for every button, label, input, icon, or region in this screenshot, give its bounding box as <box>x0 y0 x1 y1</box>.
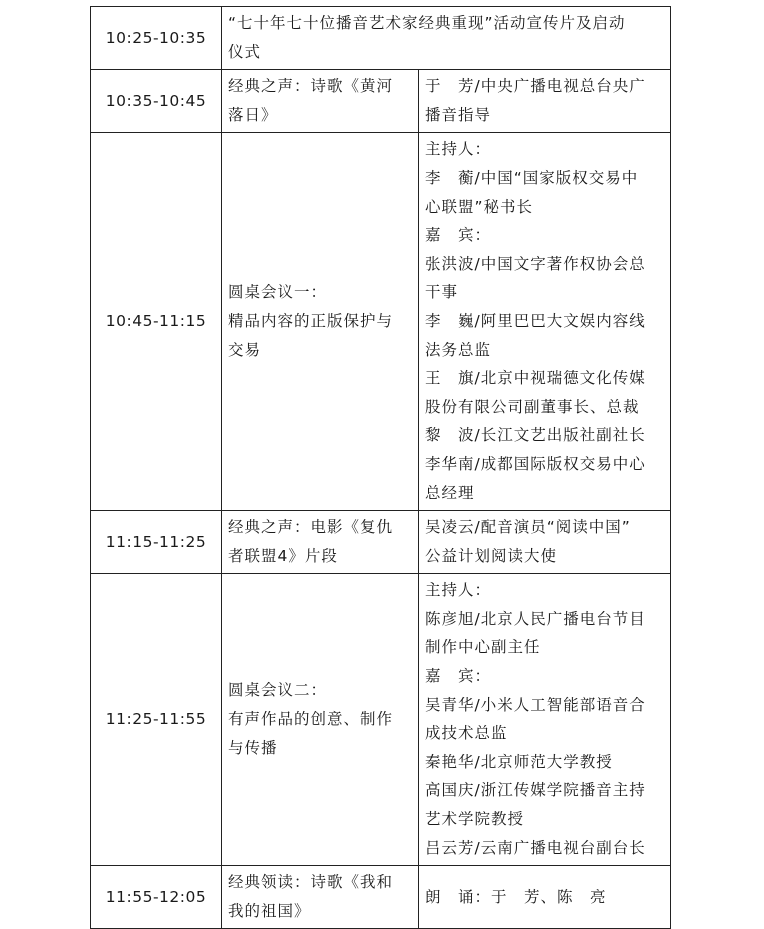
people-line: 嘉 宾： <box>425 226 492 245</box>
time-cell: 11:15-11:25 <box>91 511 222 574</box>
people-line: 主持人： <box>425 581 492 600</box>
people-line: 嘉 宾： <box>425 667 492 686</box>
people-line: 于 芳/中央广播电视总台央广 <box>425 77 646 96</box>
table-row <box>91 574 671 866</box>
people-line: 李 蘅/中国“国家版权交易中 <box>425 168 639 187</box>
people-line: 王 旗/北京中视瑞德文化传媒 <box>425 369 646 388</box>
program-cell <box>222 574 419 866</box>
program-line: “七十年七十位播音艺术家经典重现”活动宣传片及启动 <box>228 14 626 32</box>
people-line: 干事 <box>425 283 459 302</box>
time-cell: 10:35-10:45 <box>91 70 222 133</box>
people-line: 成技术总监 <box>425 724 508 743</box>
people-line: 股份有限公司副董事长、总裁 <box>425 397 640 416</box>
table-row <box>91 133 671 511</box>
agenda-body <box>91 7 671 929</box>
agenda-table <box>90 6 671 929</box>
time-cell: 10:25-10:35 <box>91 7 222 70</box>
people-line: 黎 波/长江文艺出版社副社长 <box>425 426 646 445</box>
program-line: 经典领读：诗歌《我和 <box>228 873 394 892</box>
program-cell <box>222 866 419 929</box>
people-line: 心联盟”秘书长 <box>425 197 534 216</box>
table-row <box>91 511 671 574</box>
program-line: 圆桌会议一： <box>228 283 328 302</box>
people-line: 陈彦旭/北京人民广播电台节目 <box>425 609 646 628</box>
program-line: 交易 <box>228 340 262 359</box>
people-line: 播音指导 <box>425 105 492 124</box>
program-line: 经典之声：电影《复仇 <box>228 518 394 537</box>
people-line: 总经理 <box>425 483 475 502</box>
program-line: 圆桌会议二： <box>228 681 328 700</box>
program-cell <box>222 133 419 511</box>
people-line: 公益计划阅读大使 <box>425 546 558 565</box>
people-cell <box>419 133 671 511</box>
people-line: 艺术学院教授 <box>425 810 525 829</box>
people-line: 吕云芳/云南广播电视台副台长 <box>425 838 646 857</box>
time-cell: 11:55-12:05 <box>91 866 222 929</box>
program-line: 有声作品的创意、制作 <box>228 709 394 728</box>
time-cell: 11:25-11:55 <box>91 574 222 866</box>
people-line: 主持人： <box>425 140 492 159</box>
table-row <box>91 7 671 70</box>
people-cell <box>419 511 671 574</box>
program-line: 我的祖国》 <box>228 901 311 920</box>
people-line: 张洪波/中国文字著作权协会总 <box>425 254 646 273</box>
people-line: 制作中心副主任 <box>425 638 541 657</box>
people-line: 法务总监 <box>425 340 492 359</box>
people-line: 朗 诵：于 芳、陈 亮 <box>425 887 607 906</box>
people-line: 吴凌云/配音演员“阅读中国” <box>425 518 631 537</box>
time-cell: 10:45-11:15 <box>91 133 222 511</box>
program-cell <box>222 7 671 70</box>
people-line: 秦艳华/北京师范大学教授 <box>425 752 613 771</box>
table-row <box>91 866 671 929</box>
program-cell <box>222 70 419 133</box>
people-line: 高国庆/浙江传媒学院播音主持 <box>425 781 646 800</box>
program-cell <box>222 511 419 574</box>
program-line: 仪式 <box>228 42 262 61</box>
program-line: 经典之声：诗歌《黄河 <box>228 77 394 96</box>
program-line: 者联盟4》片段 <box>228 546 338 565</box>
people-cell <box>419 866 671 929</box>
people-cell <box>419 574 671 866</box>
people-line: 李 巍/阿里巴巴大文娱内容线 <box>425 311 646 330</box>
people-line: 吴青华/小米人工智能部语音合 <box>425 695 646 714</box>
program-line: 落日》 <box>228 105 278 124</box>
program-line: 精品内容的正版保护与 <box>228 311 394 330</box>
people-line: 李华南/成都国际版权交易中心 <box>425 454 646 473</box>
program-line: 与传播 <box>228 738 278 757</box>
table-row <box>91 70 671 133</box>
people-cell <box>419 70 671 133</box>
